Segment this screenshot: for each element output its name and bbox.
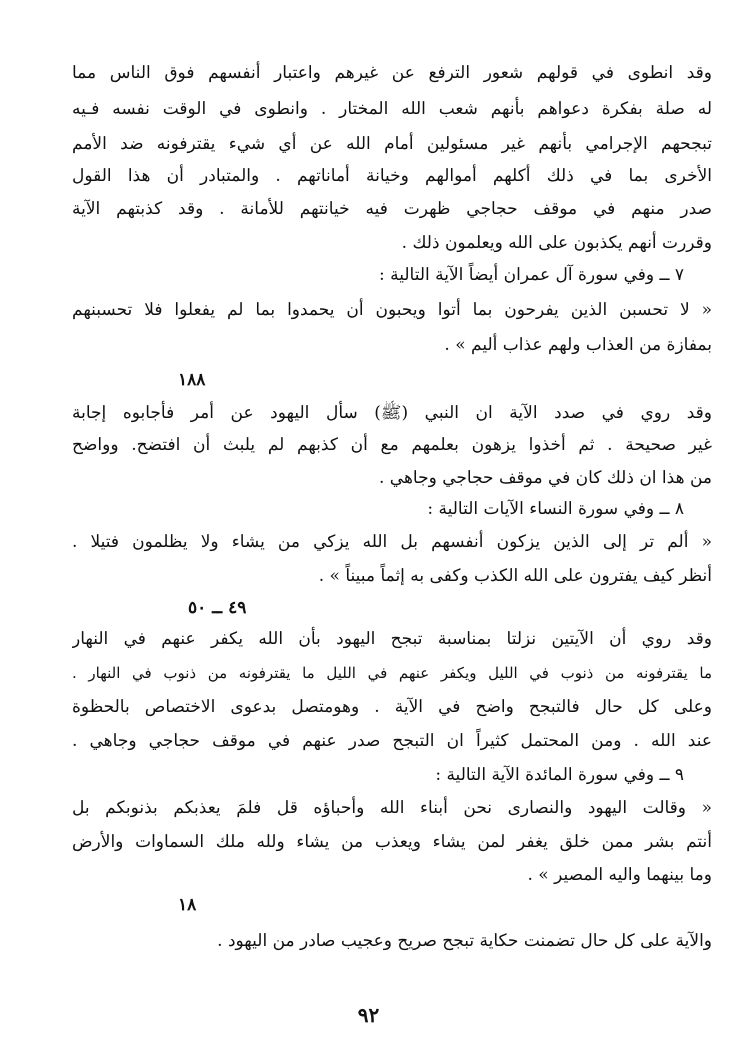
paragraph-line: الأخرى بما في ذلك أكلهم أموالهم وخيانة أماناتهم . والمتبادر أن هذا القول [72,166,712,186]
paragraph-line: تبجحهم الإجرامي بأنهم غير مسئولين أمام الله عن أي شيء يقترفونه ضد الأمم [72,134,712,154]
quote-line: « وقالت اليهود والنصارى نحن أبناء الله وأحباؤه قل فلمَ يعذبكم بذنوبكم بل [72,798,712,818]
paragraph-line: صدر منهم في موقف حجاجي ظهرت فيه خيانتهم للأمانة . وقد كذبتهم الآية [72,199,712,219]
verse-reference: ٤٩ ــ ٥٠ [188,598,247,618]
paragraph-line: وعلى كل حال فالتبجح واضح في الآية . وهومتصل بدعوى الاختصاص بالحظوة [72,697,712,717]
section-heading: ٧ ــ وفي سورة آل عمران أيضاً الآية التالية : [378,265,684,285]
paragraph-line: من هذا ان ذلك كان في موقف حجاجي وجاهي . [378,468,712,488]
quote-line: « ألم تر إلى الذين يزكون أنفسهم بل الله يزكي من يشاء ولا يظلمون فتيلا . [72,532,712,552]
paragraph-line: وقد روي أن الآيتين نزلتا بمناسبة تبجح اليهود بأن الله يكفر عنهم في النهار [72,629,712,649]
paragraph-line: عند الله . ومن المحتمل كثيراً ان التبجح صدر عنهم في موقف حجاجي وجاهي . [72,731,712,751]
quote-line: أنظر كيف يفترون على الله الكذب وكفى به إثماً مبيناً » . [318,566,712,586]
paragraph-line: وقد انطوى في قولهم شعور الترفع عن غيرهم واعتبار أنفسهم فوق الناس مما [72,63,712,83]
paragraph-line: ما يقترفونه من ذنوب في الليل ويكفر عنهم في الليل ما يقترفونه من ذنوب في النهار . [72,664,712,682]
section-heading: ٩ ــ وفي سورة المائدة الآية التالية : [435,765,684,785]
quote-line: « لا تحسبن الذين يفرحون بما أتوا ويحبون أن يحمدوا بما لم يفعلوا فلا تحسبنهم [72,300,712,320]
paragraph-line: غير صحيحة . ثم أخذوا يزهون بعلمهم مع أن كذبهم لم يلبث أن افتضح. وواضح [72,435,712,455]
quote-line: وما بينهما واليه المصير » . [527,865,712,885]
paragraph-line: وقد روي في صدد الآية ان النبي (ﷺ) سأل اليهود عن أمر فأجابوه إجابة [72,403,712,423]
verse-reference: ١٨٨ [178,370,206,390]
paragraph-line: والآية على كل حال تضمنت حكاية تبجح صريح وعجيب صادر من اليهود . [217,931,712,951]
page-number: ٩٢ [357,1003,380,1027]
section-heading: ٨ ــ وفي سورة النساء الآيات التالية : [427,499,684,519]
paragraph-line: له صلة بفكرة دعواهم بأنهم شعب الله المختار . وانطوى في الوقت نفسه فـيه [72,99,712,119]
verse-reference: ١٨ [178,895,197,915]
paragraph-line: وقررت أنهم يكذبون على الله ويعلمون ذلك . [401,233,712,253]
quote-line: أنتم بشر ممن خلق يغفر لمن يشاء ويعذب من يشاء ولله ملك السماوات والأرض [72,832,712,852]
quote-line: بمفازة من العذاب ولهم عذاب أليم » . [444,335,712,355]
